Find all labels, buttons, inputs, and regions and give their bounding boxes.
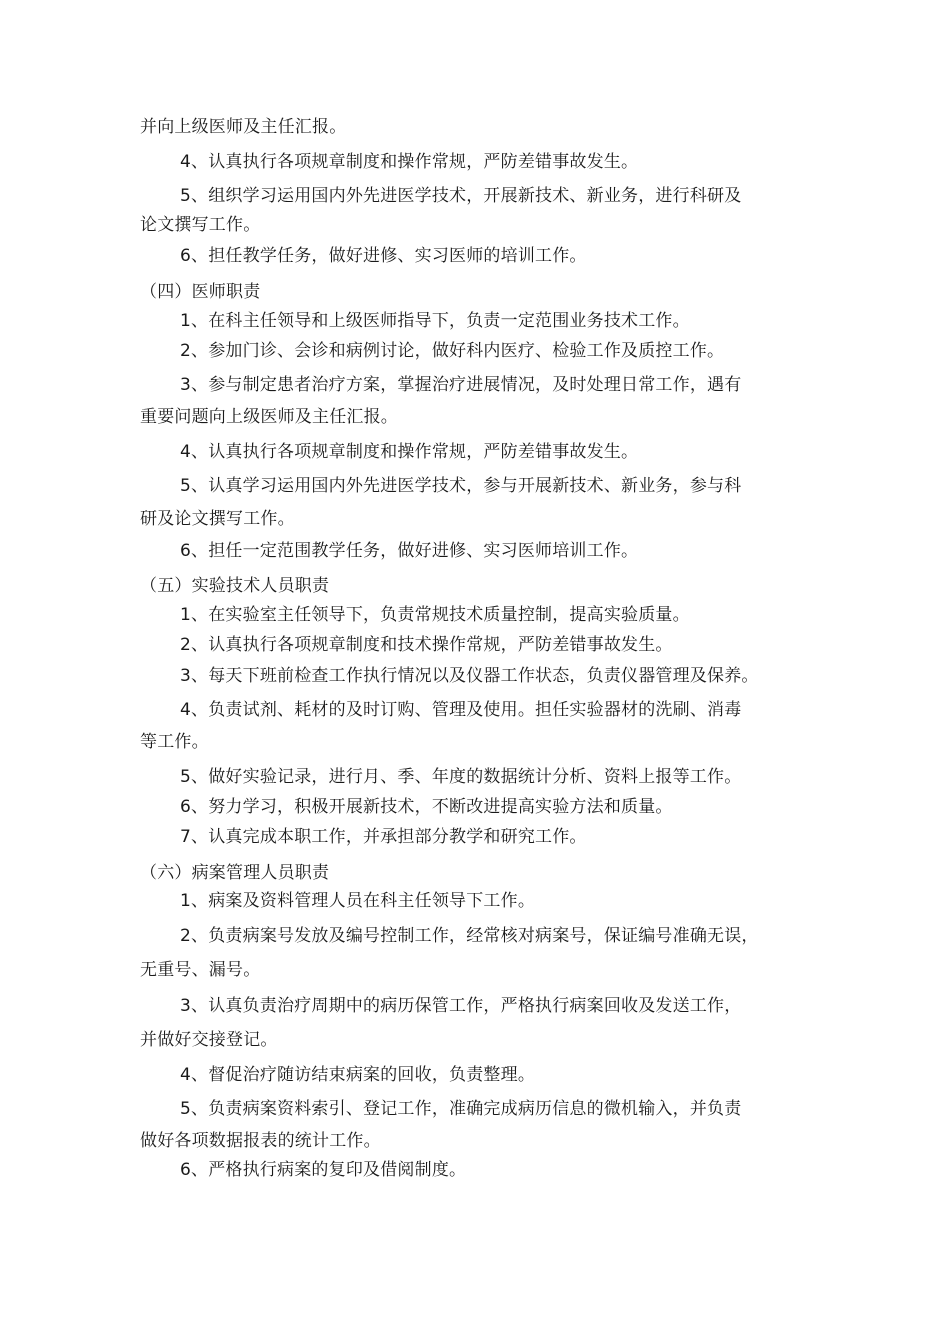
list-item: 1、在实验室主任领导下，负责常规技术质量控制，提高实验质量。 [180, 605, 690, 625]
list-item: 1、在科主任领导和上级医师指导下，负责一定范围业务技术工作。 [180, 311, 690, 331]
paragraph-continuation: 并向上级医师及主任汇报。 [140, 117, 347, 137]
paragraph-continuation: 重要问题向上级医师及主任汇报。 [140, 407, 398, 427]
paragraph-continuation: 并做好交接登记。 [140, 1030, 278, 1050]
list-item: 4、负责试剂、耗材的及时订购、管理及使用。担任实验器材的洗刷、消毒 [180, 700, 742, 720]
list-item: 5、做好实验记录，进行月、季、年度的数据统计分析、资料上报等工作。 [180, 767, 742, 787]
list-item: 6、严格执行病案的复印及借阅制度。 [180, 1160, 467, 1180]
list-item: 2、参加门诊、会诊和病例讨论，做好科内医疗、检验工作及质控工作。 [180, 341, 725, 361]
list-item: 6、担任一定范围教学任务，做好进修、实习医师培训工作。 [180, 541, 639, 561]
paragraph-continuation: 做好各项数据报表的统计工作。 [140, 1131, 381, 1151]
list-item: 5、负责病案资料索引、登记工作，准确完成病历信息的微机输入，并负责 [180, 1099, 742, 1119]
paragraph-continuation: 研及论文撰写工作。 [140, 509, 295, 529]
list-item: 2、负责病案号发放及编号控制工作，经常核对病案号，保证编号准确无误， [180, 926, 759, 946]
list-item: 4、督促治疗随访结束病案的回收，负责整理。 [180, 1065, 536, 1085]
list-item: 6、努力学习，积极开展新技术，不断改进提高实验方法和质量。 [180, 797, 673, 817]
paragraph-continuation: 论文撰写工作。 [140, 215, 261, 235]
list-item: 2、认真执行各项规章制度和技术操作常规，严防差错事故发生。 [180, 635, 673, 655]
list-item: 3、每天下班前检查工作执行情况以及仪器工作状态，负责仪器管理及保养。 [180, 666, 759, 686]
section-heading: （五）实验技术人员职责 [140, 576, 330, 596]
list-item: 4、认真执行各项规章制度和操作常规，严防差错事故发生。 [180, 442, 639, 462]
list-item: 3、参与制定患者治疗方案，掌握治疗进展情况，及时处理日常工作，遇有 [180, 375, 742, 395]
list-item: 5、组织学习运用国内外先进医学技术，开展新技术、新业务，进行科研及 [180, 186, 742, 206]
section-heading: （六）病案管理人员职责 [140, 863, 330, 883]
list-item: 6、担任教学任务，做好进修、实习医师的培训工作。 [180, 246, 587, 266]
section-heading: （四）医师职责 [140, 282, 261, 302]
list-item: 4、认真执行各项规章制度和操作常规，严防差错事故发生。 [180, 152, 639, 172]
list-item: 5、认真学习运用国内外先进医学技术，参与开展新技术、新业务，参与科 [180, 476, 742, 496]
paragraph-continuation: 无重号、漏号。 [140, 960, 261, 980]
paragraph-continuation: 等工作。 [140, 732, 209, 752]
list-item: 1、病案及资料管理人员在科主任领导下工作。 [180, 891, 536, 911]
list-item: 7、认真完成本职工作，并承担部分教学和研究工作。 [180, 827, 587, 847]
list-item: 3、认真负责治疗周期中的病历保管工作，严格执行病案回收及发送工作， [180, 996, 742, 1016]
